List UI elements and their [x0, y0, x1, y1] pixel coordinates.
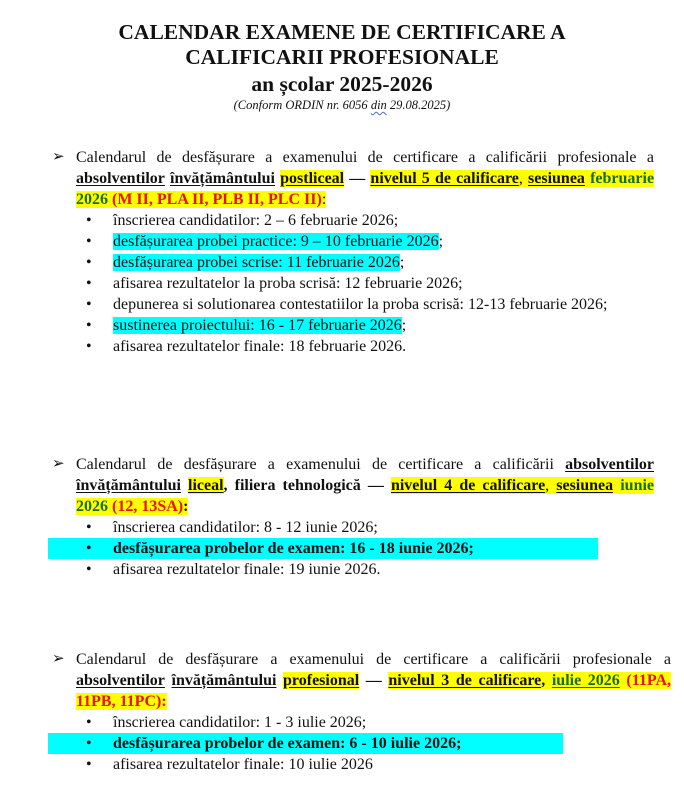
item-text: desfășurarea probelor de examen: 6 - 10 iulie 2026;	[113, 735, 462, 752]
item-suffix: ;	[401, 317, 407, 334]
bullet-icon: •	[86, 317, 92, 334]
section-intro	[48, 147, 654, 210]
order-reference	[0, 98, 684, 112]
title-line-1: CALENDAR EXAMENE DE CERTIFICARE A	[118, 20, 566, 44]
document-header	[0, 20, 684, 112]
item-suffix: ;	[438, 233, 444, 250]
list-item	[48, 538, 598, 559]
bullet-icon: •	[86, 296, 92, 313]
bullet-icon: •	[86, 338, 92, 355]
intro-text: Calendarul de desfășurare a examenului de certificare a calificării	[76, 456, 566, 473]
item-text: desfășurarea probei practice: 9 – 10 februarie 2026	[113, 233, 439, 250]
item-text: afisarea rezultatelor finale: 19 iunie 2026.	[113, 561, 381, 578]
intro-session-label: sesiunea	[556, 477, 614, 494]
intro-groups: (M II, PLA II, PLB II, PLC II)	[108, 191, 322, 208]
list-item	[48, 231, 654, 252]
intro-comma: ,	[545, 477, 557, 494]
intro-session-label: sesiunea	[528, 170, 585, 187]
intro-invatamantului: învățământului	[170, 170, 275, 187]
space	[165, 672, 172, 689]
intro-filiera: , filiera tehnologică	[223, 477, 361, 494]
intro-colon: :	[183, 498, 189, 515]
intro-absolventilor: absolventilor	[76, 672, 165, 689]
intro-session-month: iulie 2026	[551, 672, 620, 689]
intro-level-type: postliceal	[280, 170, 345, 187]
bullet-icon: •	[86, 254, 92, 271]
list-item	[48, 252, 654, 273]
school-year: an școlar 2025-2026	[251, 72, 433, 96]
intro-text: Calendarul de desfășurare a examenului de certificare a calificării profesionale a	[76, 651, 671, 668]
intro-colon: :	[321, 191, 327, 208]
order-din: din	[370, 98, 387, 112]
list-item	[48, 273, 654, 294]
item-text: afisarea rezultatelor la proba scrisă: 12 februarie 2026;	[113, 275, 463, 292]
arrow-bullet-icon: ➢	[52, 651, 65, 667]
arrow-bullet-icon: ➢	[52, 456, 65, 472]
item-text: desfășurarea probei scrise: 11 februarie 2026	[113, 254, 400, 271]
intro-comma: ,	[518, 170, 529, 187]
section-liceal	[48, 454, 654, 580]
title-line-2: CALIFICARII PROFESIONALE	[185, 45, 499, 69]
order-prefix: (Conform ORDIN nr. 6056	[233, 98, 371, 112]
schedule-list	[48, 210, 654, 357]
intro-colon: :	[161, 693, 167, 710]
section-postliceal	[48, 147, 654, 357]
intro-absolventilor: absolventilor	[76, 170, 165, 187]
item-text: afisarea rezultatelor finale: 10 iulie 2026	[113, 756, 373, 773]
intro-comma: ,	[541, 672, 552, 689]
list-item	[48, 754, 654, 775]
intro-dash: —	[360, 477, 391, 494]
item-text: înscrierea candidatilor: 8 - 12 iunie 2026;	[113, 519, 378, 536]
list-item	[48, 559, 654, 580]
schedule-list	[48, 712, 654, 775]
item-text: înscrierea candidatilor: 1 - 3 iulie 2026;	[113, 714, 367, 731]
section-intro	[48, 649, 671, 712]
intro-session-month: februarie 2026	[76, 170, 655, 208]
bullet-icon: •	[86, 540, 92, 557]
bullet-icon: •	[86, 275, 92, 292]
intro-level-type: profesional	[283, 672, 360, 689]
intro-dash: —	[359, 672, 389, 689]
intro-groups: (12, 13SA)	[108, 498, 184, 515]
bullet-icon: •	[86, 756, 92, 773]
bullet-icon: •	[86, 519, 92, 536]
space	[181, 477, 188, 494]
intro-session-month: iunie 2026	[76, 477, 655, 515]
bullet-icon: •	[86, 233, 92, 250]
list-item	[48, 336, 654, 357]
bullet-icon: •	[86, 212, 92, 229]
item-suffix: ;	[399, 254, 405, 271]
item-text: afisarea rezultatelor finale: 18 februarie 2026.	[113, 338, 407, 355]
section-profesional	[48, 649, 672, 775]
list-item	[48, 712, 654, 733]
item-text: înscrierea candidatilor: 2 – 6 februarie 2026;	[113, 212, 399, 229]
arrow-bullet-icon: ➢	[52, 149, 65, 165]
intro-absolventilor: absolventilor	[565, 456, 654, 473]
order-suffix: 29.08.2025)	[386, 98, 451, 112]
schedule-list	[48, 517, 654, 580]
intro-level-type: liceal	[188, 477, 224, 494]
bullet-icon: •	[86, 735, 92, 752]
list-item	[48, 315, 654, 336]
item-text: depunerea si solutionarea contestatiilor la proba scrisă: 12-13 februarie 2026;	[113, 296, 608, 313]
intro-level: nivelul 5 de calificare	[370, 170, 519, 187]
section-intro	[48, 454, 654, 517]
list-item	[48, 294, 654, 315]
intro-level: nivelul 3 de calificare	[388, 672, 542, 689]
intro-dash: —	[344, 170, 371, 187]
intro-invatamantului: învățământului	[76, 477, 181, 494]
item-text: sustinerea proiectului: 16 - 17 februarie 2026	[113, 317, 402, 334]
item-text: desfășurarea probelor de examen: 16 - 18 iunie 2026;	[113, 540, 474, 557]
list-item	[48, 517, 654, 538]
intro-level: nivelul 4 de calificare	[390, 477, 546, 494]
bullet-icon: •	[86, 714, 92, 731]
intro-invatamantului: învățământului	[171, 672, 277, 689]
bullet-icon: •	[86, 561, 92, 578]
intro-groups: (11PA, 11PB, 11PC)	[76, 672, 672, 710]
intro-text: Calendarul de desfășurare a examenului de certificare a calificării profesionale a	[76, 149, 654, 166]
list-item	[48, 210, 654, 231]
list-item	[48, 733, 563, 754]
